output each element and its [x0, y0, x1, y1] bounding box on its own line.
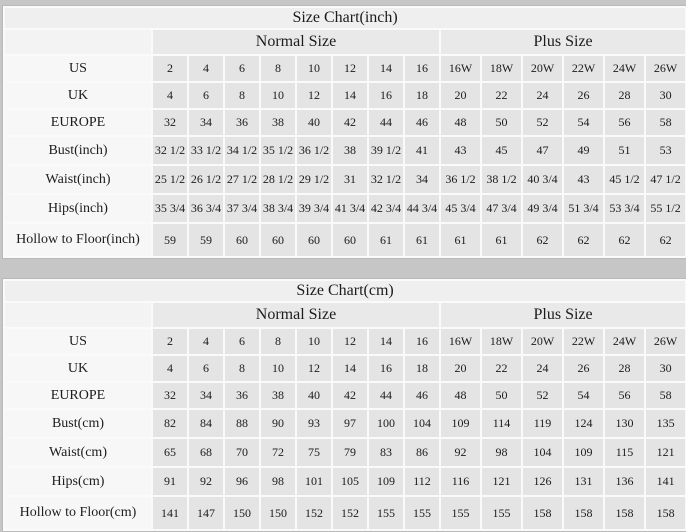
size-value-cell: 72 [260, 438, 296, 467]
size-value-cell: 41 3/4 [332, 194, 368, 223]
size-value-cell: 46 [404, 109, 440, 136]
size-value-cell: 62 [522, 223, 563, 257]
size-value-cell: 20W [522, 55, 563, 82]
size-value-cell: 30 [645, 82, 686, 109]
size-value-cell: 36 3/4 [188, 194, 224, 223]
row-label: UK [4, 82, 152, 109]
table-row [4, 328, 686, 355]
size-value-cell: 60 [260, 223, 296, 257]
table-row [4, 109, 686, 136]
row-label: US [4, 328, 152, 355]
size-value-cell: 18 [404, 82, 440, 109]
size-value-cell: 109 [440, 409, 481, 438]
size-value-cell: 60 [296, 223, 332, 257]
size-value-cell: 86 [404, 438, 440, 467]
table-title: Size Chart(inch) [4, 7, 686, 29]
size-value-cell: 38 [260, 382, 296, 409]
size-value-cell: 32 [152, 382, 188, 409]
size-value-cell: 34 1/2 [224, 136, 260, 165]
size-value-cell: 68 [188, 438, 224, 467]
row-label: Waist(cm) [4, 438, 152, 467]
size-value-cell: 4 [152, 82, 188, 109]
size-value-cell: 44 3/4 [404, 194, 440, 223]
size-value-cell: 48 [440, 109, 481, 136]
size-value-cell: 88 [224, 409, 260, 438]
size-value-cell: 12 [296, 355, 332, 382]
table-row [4, 194, 686, 223]
size-value-cell: 62 [645, 223, 686, 257]
size-value-cell: 131 [563, 467, 604, 496]
size-value-cell: 28 1/2 [260, 165, 296, 194]
table-row [4, 438, 686, 467]
size-value-cell: 24 [522, 355, 563, 382]
size-value-cell: 48 [440, 382, 481, 409]
row-label: Bust(inch) [4, 136, 152, 165]
size-value-cell: 114 [481, 409, 522, 438]
size-value-cell: 35 1/2 [260, 136, 296, 165]
table-row [4, 223, 686, 257]
size-value-cell: 130 [604, 409, 645, 438]
size-value-cell: 42 [332, 382, 368, 409]
row-label: Hips(cm) [4, 467, 152, 496]
size-value-cell: 34 [404, 165, 440, 194]
table-row [4, 82, 686, 109]
size-value-cell: 24 [522, 82, 563, 109]
size-value-cell: 92 [440, 438, 481, 467]
size-value-cell: 12 [332, 55, 368, 82]
size-value-cell: 98 [481, 438, 522, 467]
size-value-cell: 50 [481, 382, 522, 409]
size-value-cell: 16 [404, 328, 440, 355]
size-value-cell: 26 [563, 82, 604, 109]
row-label: Bust(cm) [4, 409, 152, 438]
size-value-cell: 35 3/4 [152, 194, 188, 223]
size-value-cell: 40 [296, 109, 332, 136]
size-value-cell: 25 1/2 [152, 165, 188, 194]
size-value-cell: 4 [188, 328, 224, 355]
size-value-cell: 22 [481, 82, 522, 109]
size-value-cell: 52 [522, 382, 563, 409]
size-value-cell: 26 1/2 [188, 165, 224, 194]
size-value-cell: 49 3/4 [522, 194, 563, 223]
size-value-cell: 112 [404, 467, 440, 496]
size-value-cell: 37 3/4 [224, 194, 260, 223]
table-row [4, 467, 686, 496]
size-value-cell: 60 [224, 223, 260, 257]
size-value-cell: 34 [188, 382, 224, 409]
size-value-cell: 62 [563, 223, 604, 257]
size-chart-inch-table [3, 6, 686, 258]
column-group-normal-size: Normal Size [152, 29, 440, 55]
size-value-cell: 47 3/4 [481, 194, 522, 223]
size-value-cell: 54 [563, 382, 604, 409]
size-value-cell: 55 1/2 [645, 194, 686, 223]
size-value-cell: 93 [296, 409, 332, 438]
size-value-cell: 47 1/2 [645, 165, 686, 194]
size-value-cell: 30 [645, 355, 686, 382]
row-label: Hips(inch) [4, 194, 152, 223]
size-value-cell: 109 [368, 467, 404, 496]
size-value-cell: 32 [152, 109, 188, 136]
size-value-cell: 39 1/2 [368, 136, 404, 165]
size-value-cell: 24W [604, 55, 645, 82]
size-value-cell: 59 [188, 223, 224, 257]
size-value-cell: 38 [332, 136, 368, 165]
size-value-cell: 20W [522, 328, 563, 355]
size-value-cell: 22W [563, 55, 604, 82]
size-value-cell: 121 [481, 467, 522, 496]
size-value-cell: 14 [368, 55, 404, 82]
size-value-cell: 100 [368, 409, 404, 438]
size-value-cell: 24W [604, 328, 645, 355]
size-value-cell: 59 [152, 223, 188, 257]
size-value-cell: 51 [604, 136, 645, 165]
row-label: Waist(inch) [4, 165, 152, 194]
size-value-cell: 158 [645, 496, 686, 530]
row-label: EUROPE [4, 109, 152, 136]
size-value-cell: 38 [260, 109, 296, 136]
size-value-cell: 62 [604, 223, 645, 257]
size-value-cell: 10 [296, 328, 332, 355]
size-chart-inch-wrapper [2, 5, 686, 259]
size-value-cell: 52 [522, 109, 563, 136]
size-value-cell: 39 3/4 [296, 194, 332, 223]
table-title: Size Chart(cm) [4, 280, 686, 302]
size-value-cell: 26W [645, 55, 686, 82]
size-value-cell: 75 [296, 438, 332, 467]
table-row [4, 136, 686, 165]
size-value-cell: 61 [368, 223, 404, 257]
size-value-cell: 152 [332, 496, 368, 530]
size-value-cell: 18 [404, 355, 440, 382]
size-value-cell: 10 [260, 82, 296, 109]
size-value-cell: 6 [224, 328, 260, 355]
size-value-cell: 104 [522, 438, 563, 467]
size-value-cell: 47 [522, 136, 563, 165]
size-value-cell: 83 [368, 438, 404, 467]
size-value-cell: 44 [368, 109, 404, 136]
size-value-cell: 26W [645, 328, 686, 355]
size-value-cell: 10 [260, 355, 296, 382]
size-value-cell: 16 [368, 82, 404, 109]
size-value-cell: 40 3/4 [522, 165, 563, 194]
size-value-cell: 42 [332, 109, 368, 136]
size-value-cell: 104 [404, 409, 440, 438]
table-row [4, 55, 686, 82]
size-value-cell: 98 [260, 467, 296, 496]
size-value-cell: 49 [563, 136, 604, 165]
size-value-cell: 6 [224, 55, 260, 82]
size-value-cell: 121 [645, 438, 686, 467]
size-value-cell: 4 [152, 355, 188, 382]
size-value-cell: 96 [224, 467, 260, 496]
size-value-cell: 34 [188, 109, 224, 136]
size-value-cell: 152 [296, 496, 332, 530]
size-value-cell: 38 3/4 [260, 194, 296, 223]
size-value-cell: 91 [152, 467, 188, 496]
size-value-cell: 40 [296, 382, 332, 409]
size-value-cell: 141 [645, 467, 686, 496]
size-value-cell: 97 [332, 409, 368, 438]
size-value-cell: 27 1/2 [224, 165, 260, 194]
size-value-cell: 18W [481, 328, 522, 355]
size-value-cell: 2 [152, 55, 188, 82]
size-value-cell: 36 1/2 [440, 165, 481, 194]
row-label: UK [4, 355, 152, 382]
size-value-cell: 14 [368, 328, 404, 355]
size-value-cell: 79 [332, 438, 368, 467]
size-chart-cm-table [3, 279, 686, 531]
size-value-cell: 43 [440, 136, 481, 165]
row-label: US [4, 55, 152, 82]
row-label: Hollow to Floor(cm) [4, 496, 152, 530]
size-value-cell: 36 [224, 382, 260, 409]
size-value-cell: 16W [440, 328, 481, 355]
table-title-row [4, 280, 686, 302]
size-value-cell: 141 [152, 496, 188, 530]
size-chart-cm-wrapper [2, 278, 686, 532]
size-value-cell: 8 [224, 355, 260, 382]
size-value-cell: 92 [188, 467, 224, 496]
column-group-row [4, 29, 686, 55]
row-label: Hollow to Floor(inch) [4, 223, 152, 257]
size-value-cell: 42 3/4 [368, 194, 404, 223]
size-value-cell: 16 [368, 355, 404, 382]
size-value-cell: 12 [296, 82, 332, 109]
size-value-cell: 18W [481, 55, 522, 82]
size-value-cell: 155 [481, 496, 522, 530]
size-value-cell: 8 [260, 55, 296, 82]
size-value-cell: 2 [152, 328, 188, 355]
table-title-row [4, 7, 686, 29]
size-value-cell: 22 [481, 355, 522, 382]
size-value-cell: 31 [332, 165, 368, 194]
size-value-cell: 29 1/2 [296, 165, 332, 194]
size-value-cell: 105 [332, 467, 368, 496]
size-value-cell: 56 [604, 109, 645, 136]
row-label: EUROPE [4, 382, 152, 409]
size-value-cell: 53 [645, 136, 686, 165]
size-value-cell: 58 [645, 382, 686, 409]
table-row [4, 382, 686, 409]
size-value-cell: 45 1/2 [604, 165, 645, 194]
table-row [4, 409, 686, 438]
size-value-cell: 158 [522, 496, 563, 530]
size-value-cell: 45 3/4 [440, 194, 481, 223]
size-value-cell: 8 [224, 82, 260, 109]
size-value-cell: 6 [188, 355, 224, 382]
size-value-cell: 28 [604, 82, 645, 109]
size-value-cell: 20 [440, 82, 481, 109]
size-value-cell: 28 [604, 355, 645, 382]
size-value-cell: 14 [332, 82, 368, 109]
size-value-cell: 58 [645, 109, 686, 136]
size-value-cell: 36 1/2 [296, 136, 332, 165]
size-value-cell: 32 1/2 [368, 165, 404, 194]
size-value-cell: 158 [604, 496, 645, 530]
size-value-cell: 70 [224, 438, 260, 467]
size-value-cell: 41 [404, 136, 440, 165]
size-value-cell: 26 [563, 355, 604, 382]
size-value-cell: 84 [188, 409, 224, 438]
size-value-cell: 116 [440, 467, 481, 496]
size-value-cell: 53 3/4 [604, 194, 645, 223]
size-value-cell: 56 [604, 382, 645, 409]
column-group-normal-size: Normal Size [152, 302, 440, 328]
size-value-cell: 16W [440, 55, 481, 82]
size-value-cell: 32 1/2 [152, 136, 188, 165]
corner-cell [4, 302, 152, 328]
size-value-cell: 43 [563, 165, 604, 194]
size-value-cell: 135 [645, 409, 686, 438]
size-value-cell: 60 [332, 223, 368, 257]
table-row [4, 355, 686, 382]
size-value-cell: 150 [260, 496, 296, 530]
size-value-cell: 14 [332, 355, 368, 382]
size-value-cell: 16 [404, 55, 440, 82]
size-value-cell: 4 [188, 55, 224, 82]
size-value-cell: 65 [152, 438, 188, 467]
column-group-row [4, 302, 686, 328]
size-value-cell: 115 [604, 438, 645, 467]
size-value-cell: 136 [604, 467, 645, 496]
size-value-cell: 126 [522, 467, 563, 496]
size-value-cell: 54 [563, 109, 604, 136]
column-group-plus-size: Plus Size [440, 29, 686, 55]
size-value-cell: 147 [188, 496, 224, 530]
size-value-cell: 22W [563, 328, 604, 355]
size-value-cell: 158 [563, 496, 604, 530]
size-value-cell: 45 [481, 136, 522, 165]
size-value-cell: 10 [296, 55, 332, 82]
size-value-cell: 51 3/4 [563, 194, 604, 223]
size-value-cell: 155 [440, 496, 481, 530]
size-value-cell: 109 [563, 438, 604, 467]
size-value-cell: 61 [404, 223, 440, 257]
size-value-cell: 61 [481, 223, 522, 257]
corner-cell [4, 29, 152, 55]
size-value-cell: 33 1/2 [188, 136, 224, 165]
size-value-cell: 12 [332, 328, 368, 355]
size-value-cell: 20 [440, 355, 481, 382]
size-value-cell: 155 [404, 496, 440, 530]
size-value-cell: 44 [368, 382, 404, 409]
size-value-cell: 124 [563, 409, 604, 438]
size-value-cell: 101 [296, 467, 332, 496]
size-value-cell: 61 [440, 223, 481, 257]
size-value-cell: 8 [260, 328, 296, 355]
size-value-cell: 82 [152, 409, 188, 438]
size-value-cell: 6 [188, 82, 224, 109]
size-value-cell: 155 [368, 496, 404, 530]
size-value-cell: 150 [224, 496, 260, 530]
size-value-cell: 90 [260, 409, 296, 438]
size-value-cell: 38 1/2 [481, 165, 522, 194]
table-row [4, 496, 686, 530]
size-value-cell: 119 [522, 409, 563, 438]
table-row [4, 165, 686, 194]
column-group-plus-size: Plus Size [440, 302, 686, 328]
size-value-cell: 50 [481, 109, 522, 136]
size-value-cell: 36 [224, 109, 260, 136]
size-value-cell: 46 [404, 382, 440, 409]
